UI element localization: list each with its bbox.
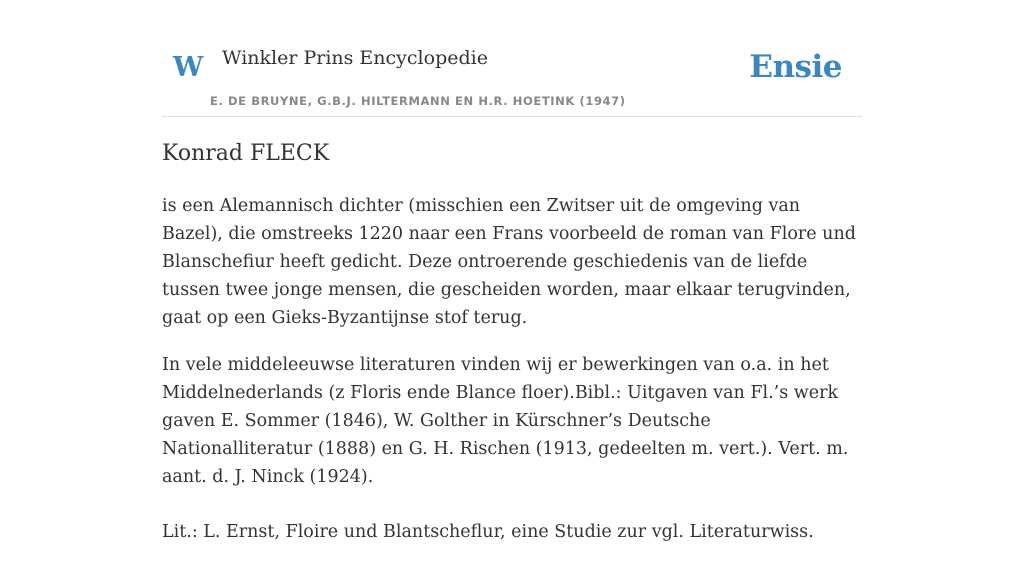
page — [162, 0, 862, 542]
ensie-brand-link[interactable]: Ensie — [749, 49, 842, 85]
site-title[interactable]: Winkler Prins Encyclopedie — [222, 47, 488, 69]
winkler-prins-logo[interactable]: W — [173, 52, 204, 83]
site-subtitle: E. DE BRUYNE, G.B.J. HILTERMANN EN H.R. HOETINK (1947) — [210, 94, 626, 108]
site-header — [162, 0, 862, 117]
article-paragraph-literature: Lit.: L. Ernst, Floire und Blantscheflur, eine Studie zur vgl. Literaturwiss. — [162, 522, 814, 542]
article-paragraph: In vele middeleeuwse literaturen vinden wij er bewerkingen van o.a. in het Middelnederlands (z Floris ende Blance floer).Bibl.: Uitgaven van Fl.’s werk gaven E. Sommer (1846), W. Golther in Kürschner’s Deutsche Nationalliteratur (1888) en G. H. Rischen (1913, gedeelten m. vert.). Vert. m. aant. d. J. Ninck (1924). — [162, 355, 849, 487]
article-title: Konrad FLECK — [162, 141, 330, 166]
article-paragraph: is een Alemannisch dichter (misschien een Zwitser uit de omgeving van Bazel), die omstreeks 1220 naar een Frans voorbeeld de roman van Flore und Blanschefiur heeft gedicht. Deze ontroerende geschiedenis van de liefde tussen twee jonge mensen, die gescheiden worden, maar elkaar terugvinden, gaat op een Gieks-Byzantijnse stof terug. — [162, 196, 856, 328]
article-body — [162, 192, 862, 565]
